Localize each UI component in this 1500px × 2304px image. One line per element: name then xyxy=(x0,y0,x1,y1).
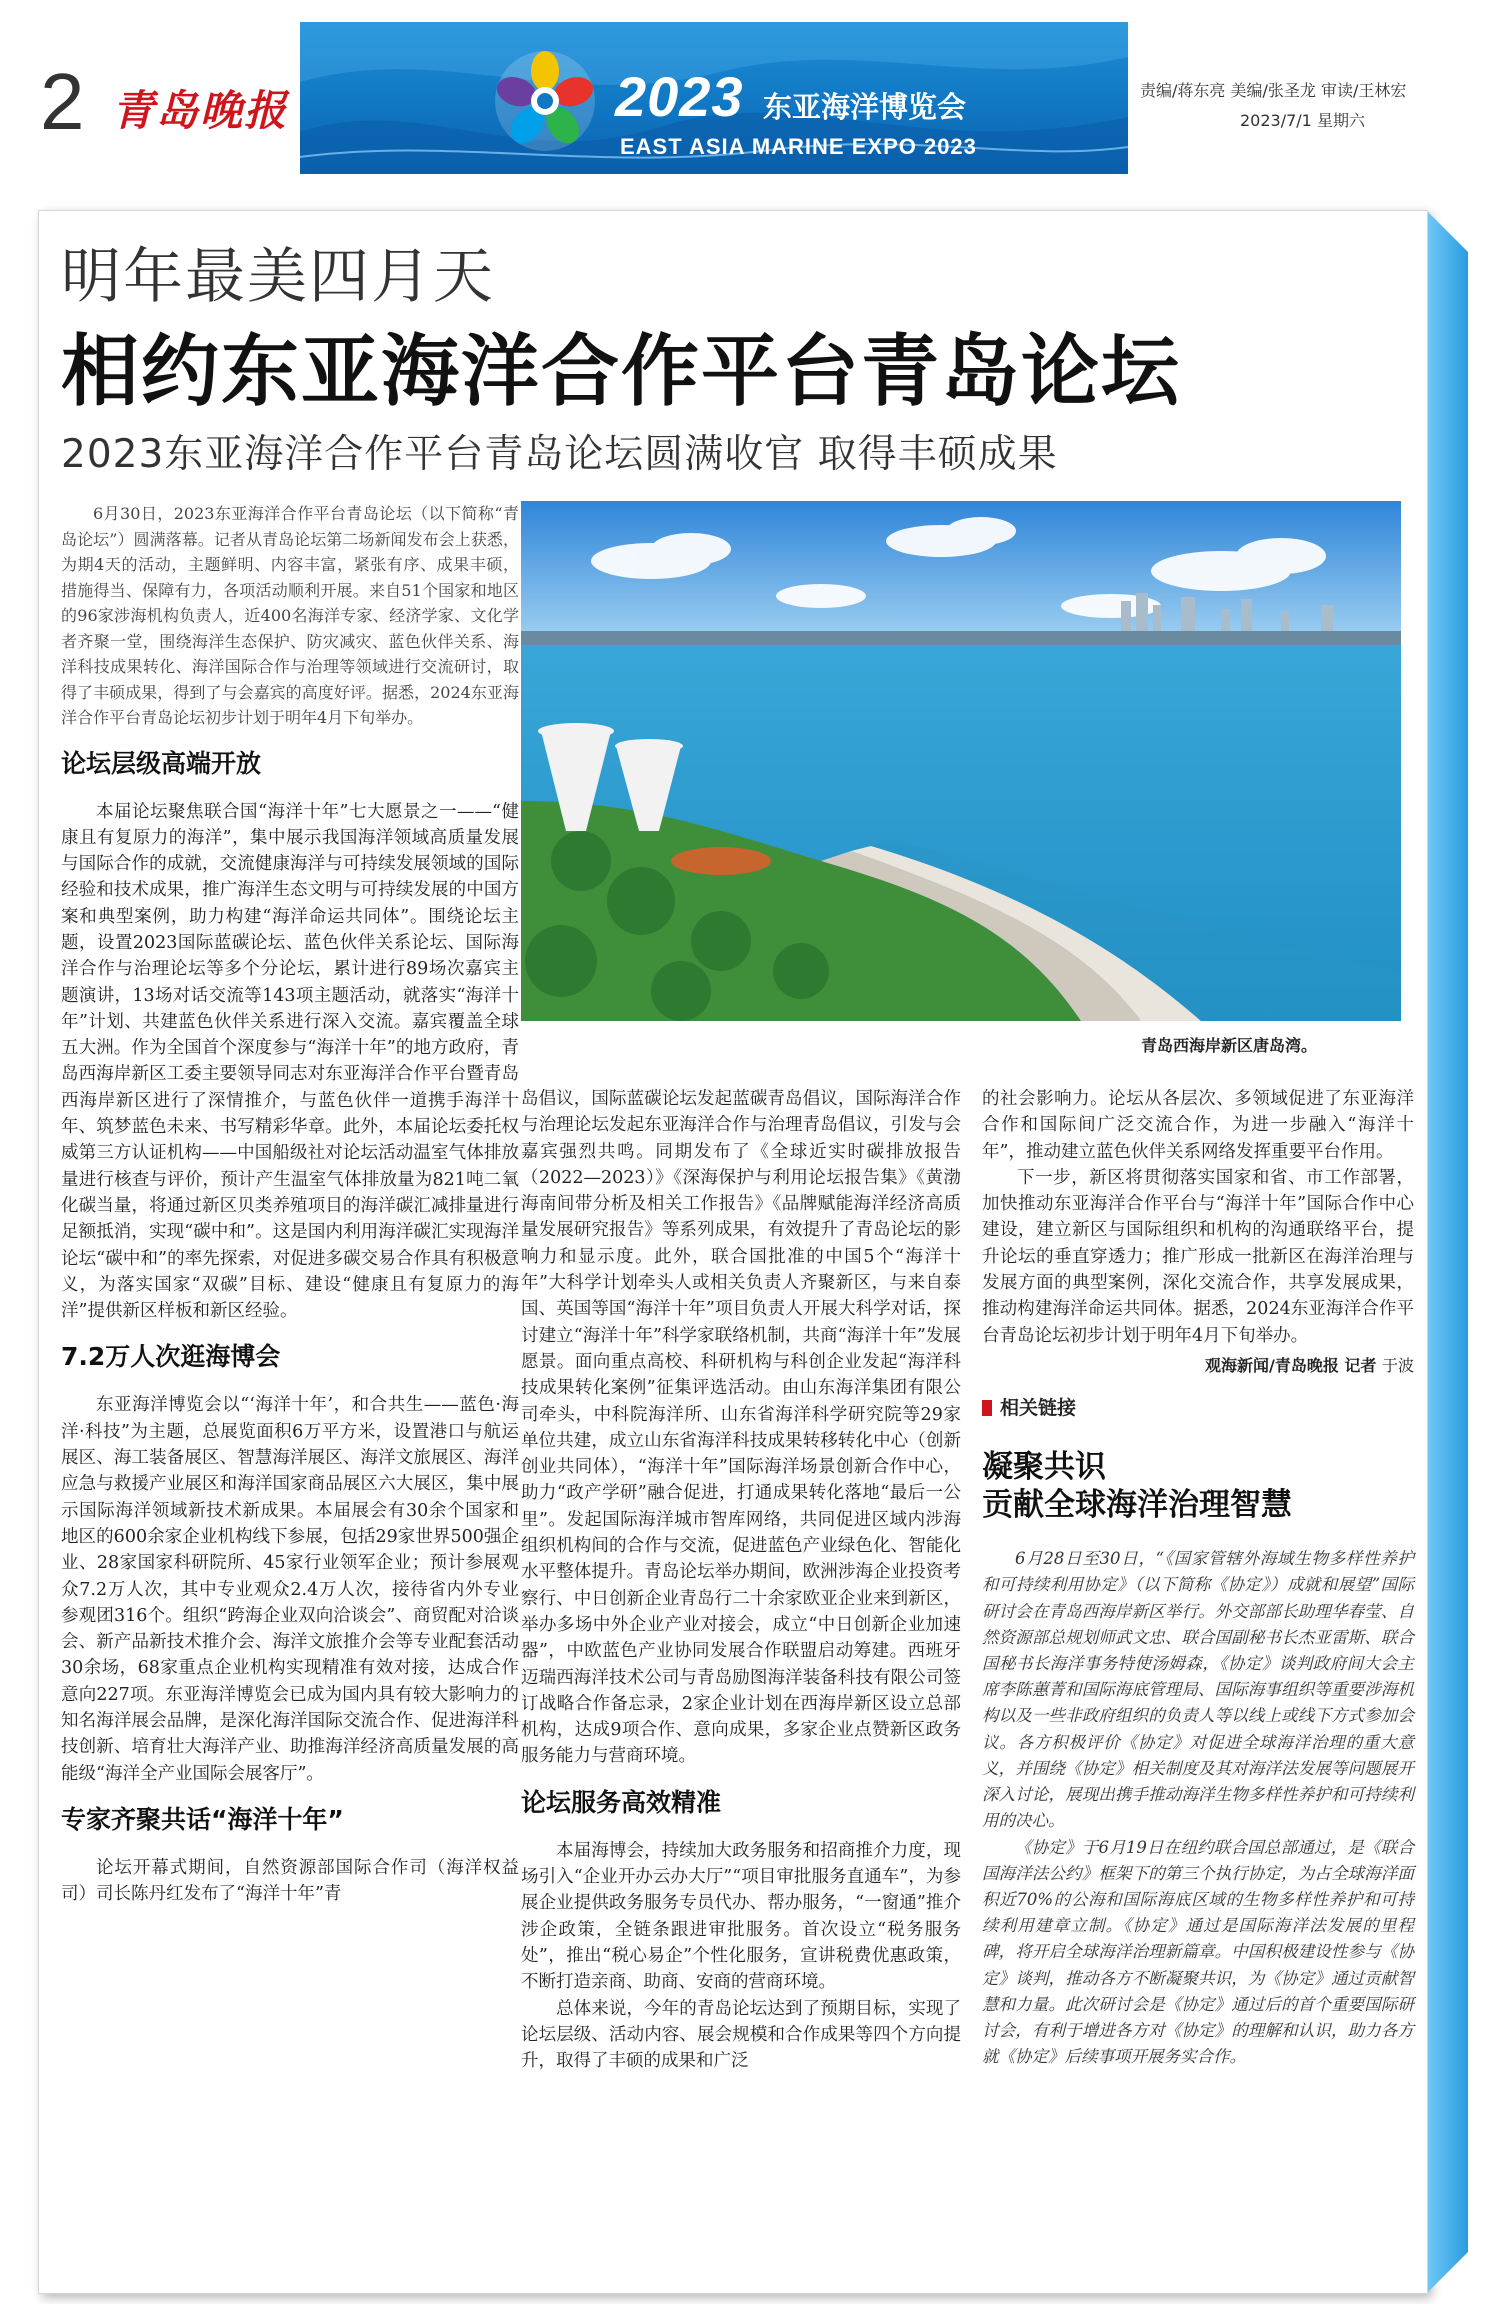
article-lead: 6月30日，2023东亚海洋合作平台青岛论坛（以下简称“青岛论坛”）圆满落幕。记者从青岛论坛第二场新闻发布会上获悉，为期4天的活动，主题鲜明、内容丰富，紧张有序、成果丰硕，措施得当、保障有力，各项活动顺利开展。来自51个国家和地区的96家涉海机构负责人，近400名海洋专家、经济学家、文化学者齐聚一堂，围绕海洋生态保护、防灾减灾、蓝色伙伴关系、海洋科技成果转化、海洋国际合作与治理等领域进行交流研讨，取得了丰硕成果，得到了与会嘉宾的高度好评。据悉，2024东亚海洋合作平台青岛论坛初步计划于明年4月下旬举办。 xyxy=(61,504,519,727)
section-paragraph: 总体来说，今年的青岛论坛达到了预期目标，实现了论坛层级、活动内容、展会规模和合作成果等四个方向提升，取得了丰硕的成果和广泛 xyxy=(521,1998,961,2072)
editor-credits: 责编/蒋东亮 美编/张圣龙 审读/王林宏 xyxy=(1140,81,1407,100)
related-title-line2: 贡献全球海洋治理智慧 xyxy=(982,1487,1292,1524)
related-paragraph: 6月28日至30日，“《国家管辖外海域生物多样性养护和可持续利用协定》（以下简称《协定》）成就和展望”国际研讨会在青岛西海岸新区举行。外交部部长助理华春莹、自然资源部总规划师武文忠、联合国副秘书长杰亚雷斯、联合国秘书长海洋事务特使汤姆森，《协定》谈判政府间大会主席李陈蕙菁和国际海底管理局、国际海事组织等重要涉海机构以及一些非政府组织的负责人等以线上或线下方式参加会议。各方积极评价《协定》对促进全球海洋治理的重大意义，并围绕《协定》相关制度及其对海洋法发展等问题展开深入讨论，展现出携手推动海洋生物多样性养护和可持续利用的决心。 xyxy=(982,1549,1414,1831)
related-paragraph: 《协定》于6月19日在纽约联合国总部通过，是《联合国海洋法公约》框架下的第三个执行协定，为占全球海洋面积近70%的公海和国际海底区域的生物多样性养护和可持续利用建章立制。《协定》通过是国际海洋法发展的里程碑，将开启全球海洋治理新篇章。中国积极建设性参与《协定》谈判，推动各方不断凝聚共识，为《协定》通过贡献智慧和力量。此次研讨会是《协定》通过后的首个重要国际研讨会，有利于增进各方对《协定》的理解和认识，助力各方就《协定》后续事项开展务实合作。 xyxy=(982,1837,1414,2067)
page-number: 2 xyxy=(40,57,85,146)
column-2 xyxy=(521,1086,961,2074)
bay-photo-image xyxy=(521,501,1401,1021)
expo-logo-icon xyxy=(490,46,600,156)
section-paragraph: 下一步，新区将贯彻落实国家和省、市工作部署，加快推动东亚海洋合作平台与“海洋十年”国际合作中心建设，建立新区与国际组织和机构的沟通联络平台，提升论坛的垂直穿透力；推广形成一批新区在海洋治理与发展方面的典型案例，深化交流合作，共享发展成果，推动构建海洋命运共同体。据悉，2024东亚海洋合作平台青岛论坛初步计划于明年4月下旬举办。 xyxy=(982,1167,1414,1346)
banner-year: 2023 xyxy=(615,65,744,128)
section-paragraph: 东亚海洋博览会以“‘海洋十年’，和合共生——蓝色·海洋·科技”为主题，总展览面积6万平方米，设置港口与航运展区、海工装备展区、智慧海洋展区、海洋文旅展区、海洋应急与救援产业展区和海洋国家商品展区六大展区，集中展示国际海洋领域新技术新成果。本届展会有30余个国家和地区的600余家企业机构线下参展，包括29家世界500强企业、28家国家科研院所、45家行业领军企业；预计参展观众7.2万人次，其中专业观众2.4万人次，接待省内外专业参观团316个。组织“跨海企业双向洽谈会”、商贸配对洽谈会、新产品新技术推介会、海洋文旅推介会等专业配套活动30余场，68家重点企业机构实现精准有效对接，达成合作意向227项。东亚海洋博览会已成为国内具有较大影响力的知名海洋展会品牌，是深化海洋国际交流合作、促进海洋科技创新、培育壮大海洋产业、助推海洋经济高质量发展的高能级“海洋全产业国际会展客厅”。 xyxy=(61,1395,519,1784)
column-1 xyxy=(61,501,519,1907)
section-paragraph: 本届海博会，持续加大政务服务和招商推介力度，现场引入“企业开办云办大厅”“项目审批服务直通车”，为参展企业提供政务服务专员代办、帮办服务，“一窗通”推介涉企政策，全链条跟进审批服务。首次设立“税务服务处”，推出“税心易企”个性化服务，宣讲税费优惠政策，不断打造亲商、助商、安商的营商环境。 xyxy=(521,1840,961,1993)
section-paragraph: 论坛开幕式期间，自然资源部国际合作司（海洋权益司）司长陈丹红发布了“海洋十年”青 xyxy=(61,1857,519,1905)
article-byline xyxy=(982,1353,1414,1379)
article-photo xyxy=(521,501,1401,1021)
article-subhead: 2023东亚海洋合作平台青岛论坛圆满收官 取得丰硕成果 xyxy=(61,432,1058,477)
banner-title-cn: 东亚海洋博览会 xyxy=(763,90,967,124)
section-paragraph: 岛倡议，国际蓝碳论坛发起蓝碳青岛倡议，国际海洋合作与治理论坛发起东亚海洋合作与治理青岛倡议，引发与会嘉宾强烈共鸣。同期发布了《全球近实时碳排放报告（2022—2023）》《深海保护与利用论坛报告集》《黄渤海南间带分析及相关工作报告》《品牌赋能海洋经济高质量发展研究报告》等系列成果，有效提升了青岛论坛的影响力和显示度。此外，联合国批准的中国5个“海洋十年”大科学计划牵头人或相关负责人齐聚新区，与来自泰国、英国等国“海洋十年”项目负责人开展大科学对话，探讨建立“海洋十年”科学家联络机制，共商“海洋十年”发展愿景。面向重点高校、科研机构与科创企业发起“海洋科技成果转化案例”征集评选活动。由山东海洋集团有限公司牵头，中科院海洋所、山东省海洋科学研究院等29家单位共建，成立山东省海洋科技成果转移转化中心（创新创业共同体），“海洋十年”国际海洋场景创新合作中心，助力“政产学研”融合促进，打通成果转化落地“最后一公里”。发起国际海洋城市智库网络，共同促进区域内涉海组织机构间的合作与交流，促进蓝色产业绿色化、智能化水平整体提升。青岛论坛举办期间，欧洲涉海企业投资考察行、中日创新企业青岛行二十余家欧亚企业来到新区，举办多场中外企业产业对接会，成立“中日创新企业加速器”，中欧蓝色产业协同发展合作联盟启动筹建。西班牙迈瑞西海洋技术公司与青岛励图海洋装备科技有限公司签订战略合作备忘录，2家企业计划在西海岸新区设立总部机构，达成9项合作、意向成果，多家企业点赞新区政务服务能力与营商环境。 xyxy=(521,1089,961,1767)
section-heading: 7.2万人次逛海博会 xyxy=(61,1342,281,1372)
reporter-name: 于波 xyxy=(1381,1355,1414,1375)
section-heading: 论坛服务高效精准 xyxy=(521,1787,722,1817)
expo-banner xyxy=(300,22,1128,174)
article-page xyxy=(38,210,1428,2294)
article-headline: 相约东亚海洋合作平台青岛论坛 xyxy=(61,327,1182,417)
column-3 xyxy=(982,1086,1414,2070)
related-title-line1: 凝聚共识 xyxy=(982,1449,1106,1486)
banner-title-en: EAST ASIA MARINE EXPO 2023 xyxy=(620,134,977,159)
page-ribbon-decoration xyxy=(1428,212,1482,2292)
photo-caption: 青岛西海岸新区唐岛湾。 xyxy=(1141,1036,1318,1055)
section-paragraph: 的社会影响力。论坛从各层次、多领域促进了东亚海洋合作和国际间广泛交流合作，为进一步融入“海洋十年”，推动建立蓝色伙伴关系网络发挥重要平台作用。 xyxy=(982,1089,1414,1162)
issue-date: 2023/7/1 星期六 xyxy=(1240,111,1365,130)
section-heading: 专家齐聚共话“海洋十年” xyxy=(61,1804,344,1834)
related-title xyxy=(982,1448,1414,1524)
section-paragraph: 本届论坛聚焦联合国“海洋十年”七大愿景之一——“健康且有复原力的海洋”，集中展示我国海洋领域高质量发展与国际合作的成就，交流健康海洋与可持续发展领域的国际经验和技术成果，推广海洋生态文明与可持续发展的中国方案和典型案例，助力构建“海洋命运共同体”。围绕论坛主题，设置2023国际蓝碳论坛、蓝色伙伴关系论坛、国际海洋合作与治理论坛等多个分论坛，累计进行89场次嘉宾主题演讲，13场对话交流等143项主题活动，就落实“海洋十年”计划、共建蓝色伙伴关系进行深入交流。嘉宾覆盖全球五大洲。作为全国首个深度参与“海洋十年”的地方政府，青岛西海岸新区工委主要领导同志对东亚海洋合作平台暨青岛西海岸新区进行了深情推介，与蓝色伙伴一道携手海洋十年、筑梦蓝色未来、书写精彩华章。此外，本届论坛委托权威第三方认证机构——中国船级社对论坛活动温室气体排放量进行核查与评价，预计产生温室气体排放量为821吨二氧化碳当量，将通过新区贝类养殖项目的海洋碳汇减排量进行足额抵消，实现“碳中和”。这是国内利用海洋碳汇实现海洋论坛“碳中和”的率先探索，对促进多碳交易合作具有积极意义，为落实国家“双碳”目标、建设“健康且有复原力的海洋”提供新区样板和新区经验。 xyxy=(61,801,519,1322)
newspaper-logo: 青岛晚报 xyxy=(112,86,289,135)
section-heading: 论坛层级高端开放 xyxy=(61,748,262,778)
related-link-label: 相关链接 xyxy=(982,1393,1414,1420)
article-kicker: 明年最美四月天 xyxy=(61,242,495,312)
byline-source: 观海新闻/青岛晚报 记者 xyxy=(1204,1355,1377,1375)
